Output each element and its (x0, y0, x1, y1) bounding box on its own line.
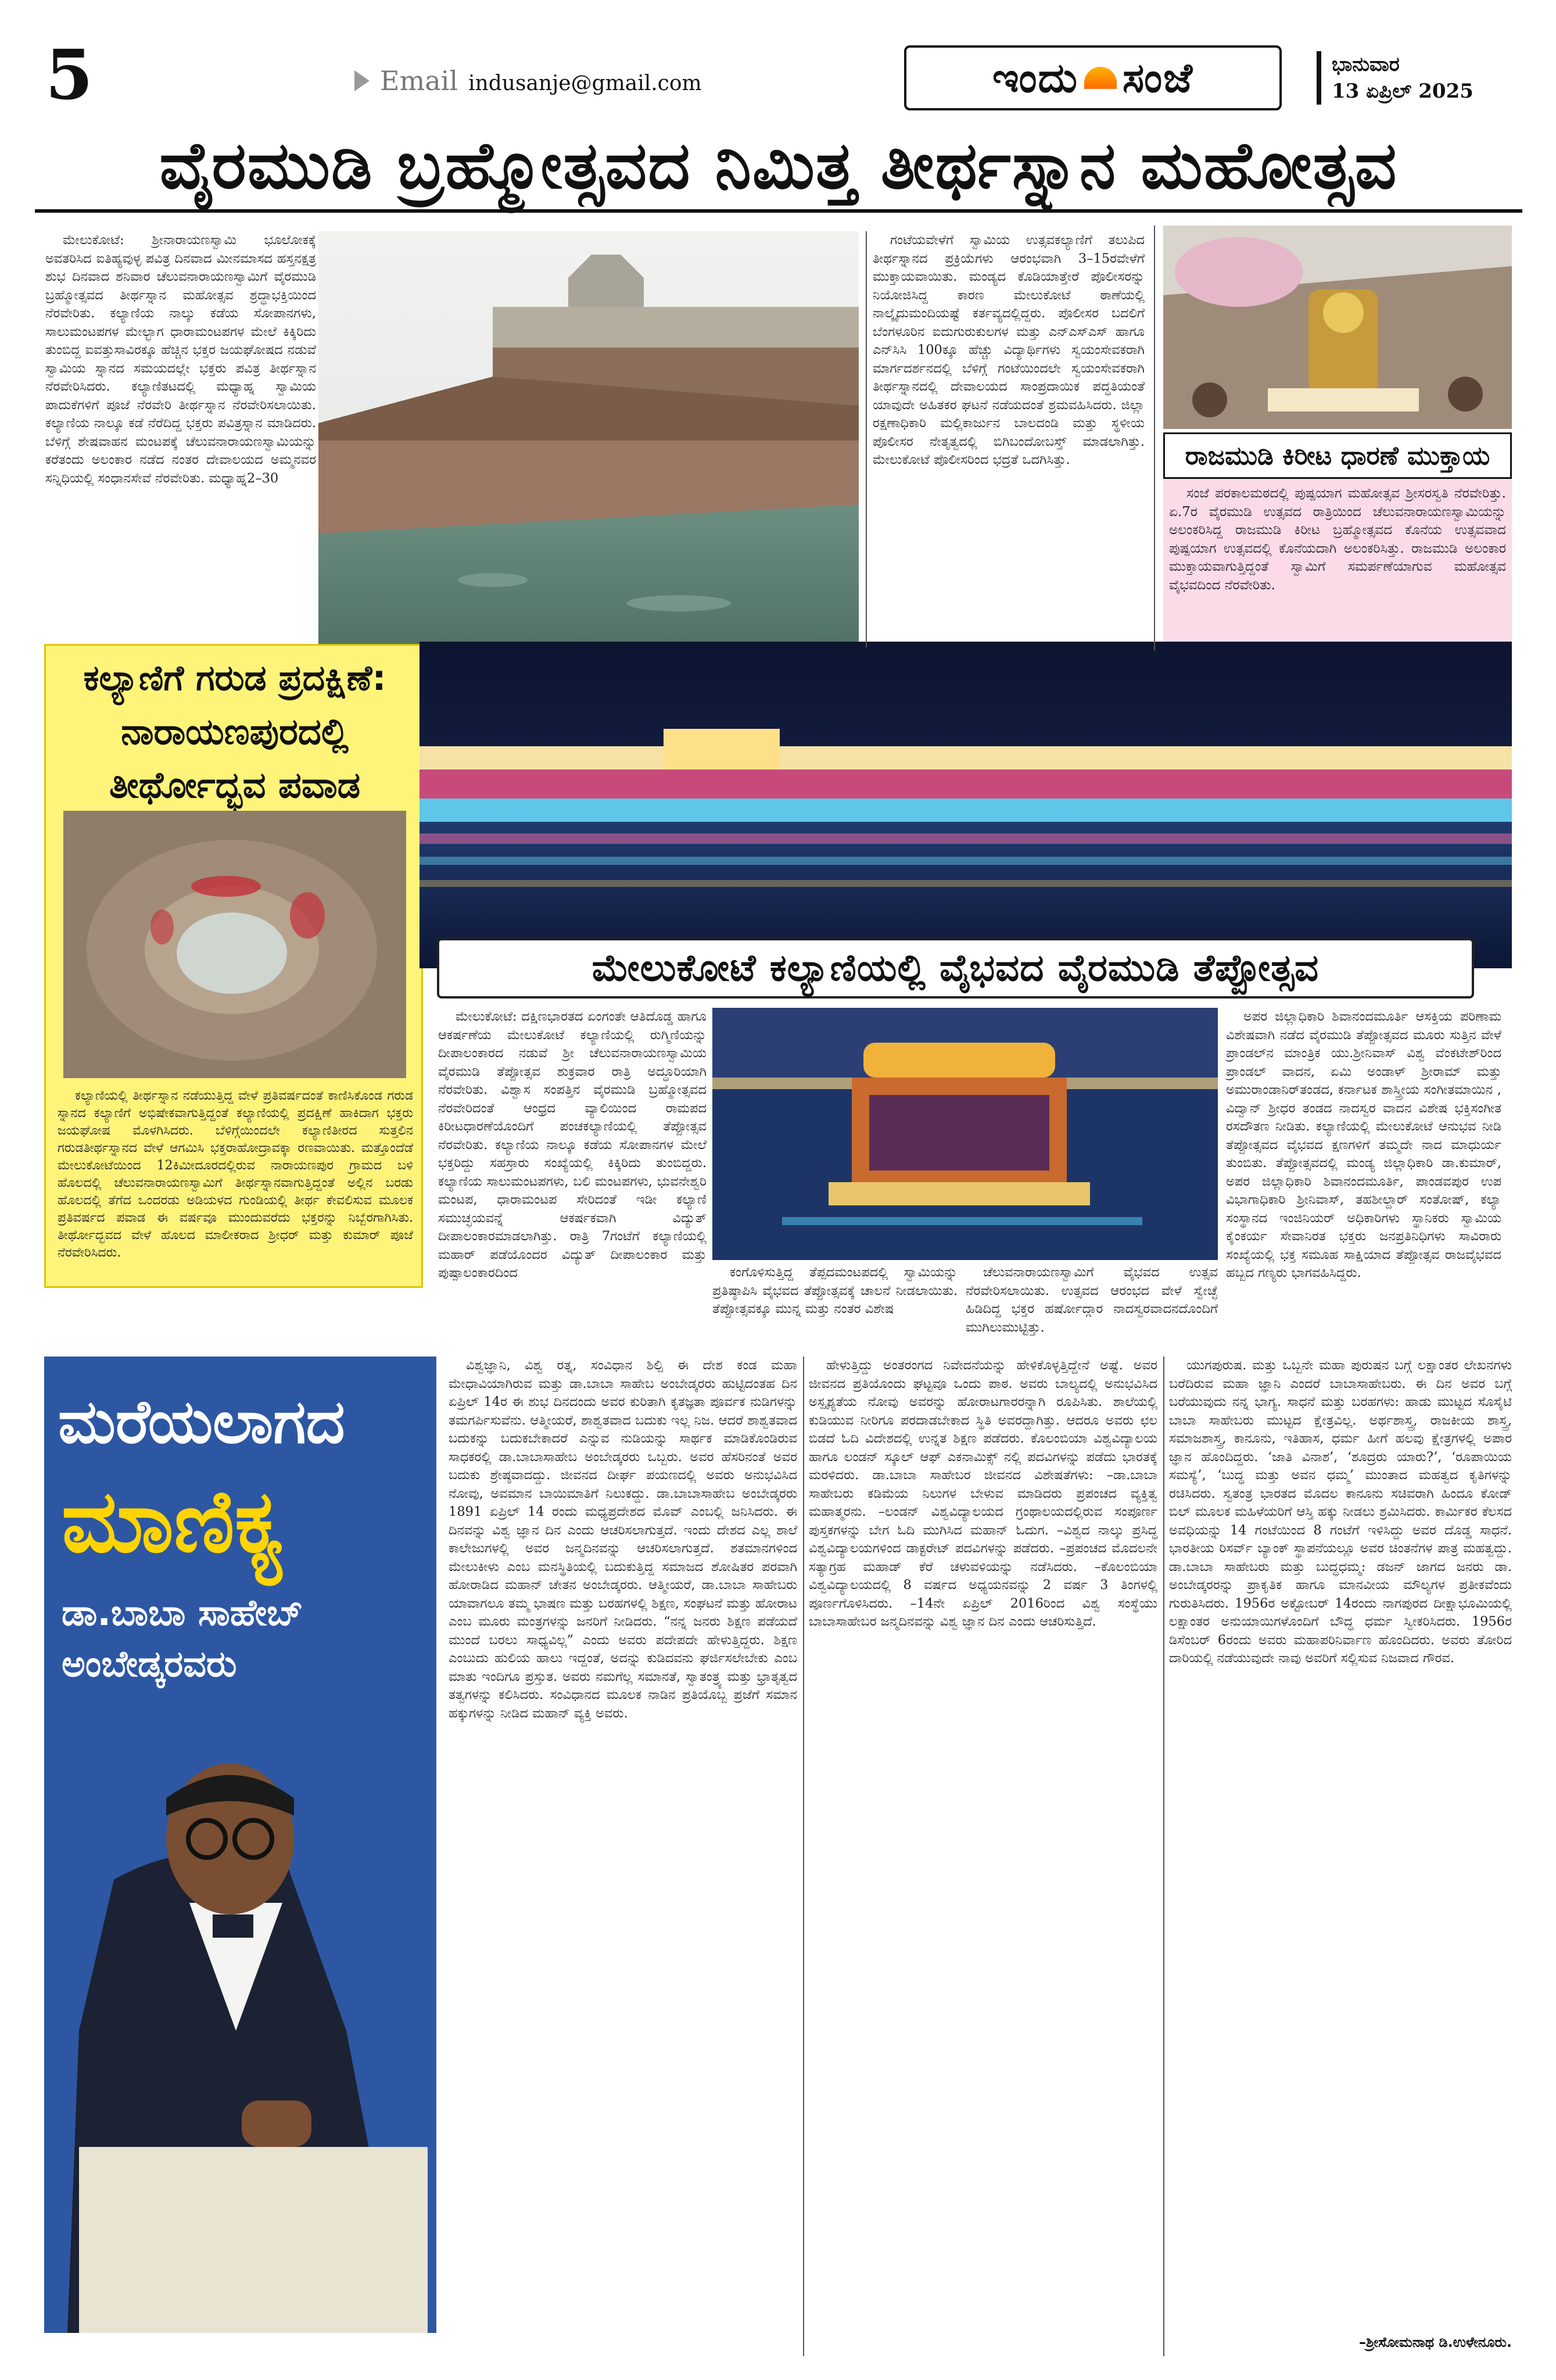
crowd-at-kalyani-image (318, 231, 859, 656)
garuda-title-line-3: ತೀರ್ಥೋದ್ಭವ ಪವಾಡ (109, 764, 361, 806)
ambedkar-portrait-image (44, 1728, 436, 2333)
story1-col2-text: ಗಂಟೆಯವೇಳೆಗೆ ಸ್ವಾಮಿಯ ಉತ್ಸವಕಲ್ಯಾಣಿಗೆ ತಲುಪಿದ ತೀರ್ಥಸ್ನಾನದ ಪ್ರಕ್ರಿಯೆಗಳು ಆರಂಭವಾಗಿ 3–15ರವೇಳೆಗೆ ಮುಕ್ತಾಯವಾಯಿತು. ಮಂಡ್ಯದ ಕೊಡಿಯಾತ್ತೇರೆ ಪೊಲೀಸರನ್ನು ನಿಯೋಜಿಸಿದ್ದ ಕಾರಣ ಮೇಲುಕೋಟೆ ಠಾಣೆಯಲ್ಲಿ ನಾಲ್ಕೈದುಮಂದಿಯಷ್ಟೆ ಕರ್ತವ್ಯದಲ್ಲಿದ್ದರು. ಪೊಲೀಸರ ಬದಲಿಗೆ ಬೆಂಗಳೂರಿನ ಐದುಗುರುಕುಲಗಳ ಮತ್ತು ಎನ್‌ಎಸ್‌ಎಸ್ ಹಾಗೂ ಎನ್‌ಸಿಸಿ 100ಕ್ಕೂ ಹೆಚ್ಚು ವಿದ್ಯಾರ್ಥಿಗಳು ಸ್ವಯಂಸೇವಕರಾಗಿ ಮಾರ್ಗದರ್ಶನದಲ್ಲಿ ಬೆಳಿಗ್ಗೆ ಗಂಟೆಯಿಂದಲೇ ಸ್ವಯಂಸೇವಕರಾಗಿ ತೀರ್ಥಸ್ನಾನದಲ್ಲಿ ದೇವಾಲಯದ ಸಾಂಪ್ರದಾಯಿಕ ಪದ್ಧತಿಯಂತೆ ಯಾವುದೇ ಅಹಿತಕರ ಘಟನೆ ನಡೆಯದಂತೆ ಶ್ರಮವಹಿಸಿದರು. ಜಿಲ್ಲಾ ರಕ್ಷಣಾಧಿಕಾರಿ ಮಲ್ಲಿಕಾರ್ಜುನ ಬಾಲದಂಡಿ ಮತ್ತು ಸ್ಥಳೀಯ ಪೊಲೀಸರ ನೇತೃತ್ವದಲ್ಲಿ ಬಿಗಿಬಂದೋಬಸ್ತ್ ಮಾಡಲಾಗಿತ್ತು. ಮೇಲುಕೋಟೆ ಪೊಲೀಸರಿಂದ ಭದ್ರತೆ ಒದಗಿಸಿತ್ತು. (873, 232, 1145, 467)
email-address[interactable]: indusanje@gmail.com (468, 71, 702, 95)
story1-column-1 (45, 231, 316, 632)
rajamudi-box-body (1169, 485, 1506, 651)
main-headline: ವೈರಮುಡಿ ಬ್ರಹ್ಮೋತ್ಸವದ ನಿಮಿತ್ತ ತೀರ್ಥಸ್ನಾನ ಮಹೋತ್ಸವ (35, 122, 1522, 213)
temple-float-image (712, 1008, 1218, 1260)
story1-column-2 (873, 231, 1145, 647)
ambedkar-col1-text: ವಿಶ್ವಜ್ಞಾನಿ, ವಿಶ್ವ ರತ್ನ, ಸಂವಿಧಾನ ಶಿಲ್ಪಿ ಈ ದೇಶ ಕಂಡ ಮಹಾ ಮೇಧಾವಿಯಾಗಿರುವ ಮತ್ತು ಡಾ.ಬಾಬಾ ಸಾಹೇಬ ಅಂಬೇಡ್ಕರರು ಹುಟ್ಟಿದಂತಹ ದಿನ ಏಪ್ರಿಲ್ 14ರ ಈ ಶುಭ ದಿನದಂದು ಅವರ ಕುರಿತಾಗಿ ಕೃತಜ್ಞತಾ ಪೂರ್ವಕ ನುಡಿಗಳನ್ನು ತಮಗರ್ಪಿಸುವೆನು. ಆತ್ಮೀಯರೆ, ಶಾಶ್ವತವಾದ ಬದುಕು ಇಲ್ಲ ನಿಜ. ಆದರೆ ಶಾಶ್ವತವಾದ ಬದುಕನ್ನು ಬದುಕಬೇಕಾದರೆ ಎನ್ನುವ ನುಡಿಯನ್ನು ಸಾರ್ಥಕ ಮಾಡಿಕೊಂಡಿರುವ ಸಾಧಕರಲ್ಲಿ ಡಾ.ಬಾಬಾಸಾಹೇಬ ಅಂಬೇಡ್ಕರರು ಒಬ್ಬರು. ಅವರ ಹೆಸರಿನಂತೆ ಅವರ ಬದುಕು ಶ್ರೇಷ್ಠವಾದದ್ದು. ಜೀವನದ ದೀರ್ಘ ಪಯಣದಲ್ಲಿ ಅವರು ಅನುಭವಿಸಿದ ನೋವು, ಅವಮಾನ ಬಾಯಿಮಾತಿಗೆ ನಿಲುಕದ್ದು. ಡಾ.ಬಾಬಾಸಾಹೇಬ ಅಂಬೇಡ್ಕರರು 1891 ಏಪ್ರಿಲ್ 14 ರಂದು ಮಧ್ಯಪ್ರದೇಶದ ಮೊವ್ ಎಂಬಲ್ಲಿ ಜನಿಸಿದರು. ಈ ದಿನವನ್ನು ವಿಶ್ವ ಜ್ಞಾನ ದಿನ ಎಂದು ಆಚರಿಸಲಾಗುತ್ತದೆ. ಇಂದು ದೇಶದ ಎಲ್ಲ ಶಾಲೆ ಕಾಲೇಜುಗಳಲ್ಲಿ ಅವರ ಜನ್ಮದಿನವನ್ನು ಆಚರಿಸಲಾಗುತ್ತದೆ. ಶತಮಾನಗಳಿಂದ ಮೇಲುಕೀಳು ಎಂಬ ಮನಸ್ಥಿತಿಯಲ್ಲಿ ಬದುಕುತ್ತಿದ್ದ ಸಮಾಜದ ಶೋಷಿತರ ಪರವಾಗಿ ಹೋರಾಡಿದ ಮಹಾನ್ ಚೇತನ ಅಂಬೇಡ್ಕರರು. ಆತ್ಮೀಯರೆ, ಡಾ.ಬಾಬಾ ಸಾಹೇಬರು ಯಾವಾಗಲೂ ತಮ್ಮ ಭಾಷಣ ಮತ್ತು ಬರಹಗಳಲ್ಲಿ ಶಿಕ್ಷಣ, ಸಂಘಟನೆ ಮತ್ತು ಹೋರಾಟ ಎಂಬ ಮೂರು ಮಂತ್ರಗಳನ್ನು ಜನರಿಗೆ ನೀಡಿದರು. “ನನ್ನ ಜನರು ಶಿಕ್ಷಣ ಪಡೆಯದೆ ಮುಂದೆ ಬರಲು ಸಾಧ್ಯವಿಲ್ಲ” ಎಂದು ಅವರು ಪದೇಪದೇ ಹೇಳುತ್ತಿದ್ದರು. ಶಿಕ್ಷಣ ಎಂಬುದು ಹುಲಿಯ ಹಾಲು ಇದ್ದಂತೆ, ಅದನ್ನು ಕುಡಿದವನು ಘರ್ಜಿಸಲೇಬೇಕು ಎಂಬ ಮಾತು ಇಂದಿಗೂ ಪ್ರಸ್ತುತ. ಅವರು ನಮಗೆಲ್ಲ ಸಮಾನತೆ, ಸ್ವಾತಂತ್ರ್ಯ ಮತ್ತು ಭ್ರಾತೃತ್ವದ ತತ್ವಗಳನ್ನು ಕಲಿಸಿದರು. ಸಂವಿಧಾನದ ಮೂಲಕ ನಾಡಿನ ಪ್ರತಿಯೊಬ್ಬ ಪ್ರಜೆಗೆ ಸಮಾನ ಹಕ್ಕುಗಳನ್ನು ನೀಡಿದ ಮಹಾನ್ ವ್ಯಕ್ತಿ ಅವರು. (449, 1358, 797, 1721)
dateline (1317, 51, 1473, 105)
garuda-box-title (52, 652, 418, 812)
story1-col1-text: ಮೇಲುಕೋಟೆ: ಶ್ರೀನಾರಾಯಣಸ್ವಾಮಿ ಭೂಲೋಕಕ್ಕೆ ಅವತರಿಸಿದ ಐತಿಹ್ಯವುಳ್ಳ ಪವಿತ್ರ ದಿನವಾದ ಮೀನಮಾಸದ ಹಸ್ತನಕ್ಷತ್ರ ಶುಭ ದಿನವಾದ ಶನಿವಾರ ಚೆಲುವನಾರಾಯಣಸ್ವಾಮಿಗೆ ವೈರಮುಡಿ ಬ್ರಹ್ಮೋತ್ಸವದ ತೀರ್ಥಸ್ನಾನ ಮಹೋತ್ಸವ ಶ್ರದ್ಧಾಭಕ್ತಿಯಿಂದ ನೆರವೇರಿತು. ಕಲ್ಯಾಣಿಯ ನಾಲ್ಕು ಕಡೆಯ ಸೋಪಾನಗಳು, ಸಾಲುಮಂಟಪಗಳ ಮೇಲ್ಭಾಗ ಧಾರಾಮಂಟಪಗಳ ಮೇಲೆ ಕಿಕ್ಕಿರಿದು ತುಂಬಿದ್ದ ಐವತ್ತುಸಾವಿರಕ್ಕೂ ಹೆಚ್ಚಿನ ಭಕ್ತರ ಜಯಘೋಷದ ನಡುವೆ ಸ್ವಾಮಿಯ ಸ್ನಾನದ ಸಮಯದಲ್ಲೇ ಭಕ್ತರು ಪವಿತ್ರ ತೀರ್ಥಸ್ನಾನ ನೆರವೇರಿಸಿದರು. ಕಲ್ಯಾಣಿತಟದಲ್ಲಿ ಮಧ್ಯಾಹ್ನ ಸ್ವಾಮಿಯ ಪಾದುಕೆಗಳಿಗೆ ಪೂಜೆ ನೆರವೇರಿ ತೀರ್ಥಸ್ನಾನ ನೆರವೇರಿಸಲಾಯಿತು. ಕಲ್ಯಾಣಿಯ ನಾಲ್ಕೂ ಕಡೆ ನೆರೆದಿದ್ದ ಭಕ್ತರು ಪವಿತ್ರಸ್ನಾನ ಮಾಡಿದರು. ಬೆಳಿಗ್ಗೆ ಶೇಷವಾಹನ ಮಂಟಪಕ್ಕೆ ಚೆಲುವನಾರಾಯಣಸ್ವಾಮಿಯನ್ನು ಕರೆತಂದು ಅಲಂಕಾರ ನಡೆದ ನಂತರ ದೇವಾಲಯದ ಅಮ್ಮನವರ ಸನ್ನಿಧಿಯಲ್ಲಿ ಸಂಧಾನಸೇವೆ ನೆರವೇರಿತು. ಮಧ್ಯಾಹ್ನ2–30 (45, 232, 316, 486)
garuda-box-body (58, 1087, 413, 1285)
teppotsava-main-photo (420, 642, 1512, 968)
logo-left-word: ಇಂದು (992, 53, 1078, 102)
garuda-title-line-2: ನಾರಾಯಣಪುರದಲ್ಲಿ (121, 710, 349, 753)
column-divider (803, 1357, 804, 2356)
teppotsava-col3-text: ಚೆಲುವನಾರಾಯಣಸ್ವಾಮಿಗೆ ವೈಭವದ ಉತ್ಸವ ನೆರವೇರಿಸಲಾಯಿತು. ಉತ್ಸವದ ಆರಂಭದ ವೇಳೆ ಸ್ವೇಚ್ಛೆ ಹಿಡಿದಿದ್ದ ಭಕ್ತರ ಹರ್ಷೋದ್ಗಾರ ನಾದಸ್ವರವಾದನದೊಂದಿಗೆ ಮುಗಿಲುಮುಟ್ಟಿತ್ತು. (966, 1265, 1218, 1335)
rajamudi-box-title: ರಾಜಮುಡಿ ಕಿರೀಟ ಧಾರಣೆ ಮುಕ್ತಾಯ (1163, 432, 1512, 479)
ambedkar-title-line-3: ಡಾ.ಬಾಬಾ ಸಾಹೇಬ್ (62, 1591, 303, 1634)
garuda-box (44, 644, 423, 1288)
ambedkar-byline: –ಶ್ರೀಸೋಮನಾಥ ಡಿ.ಉಳೇನೂರು. (1358, 2334, 1512, 2350)
teppotsava-col1-text: ಮೇಲುಕೋಟೆ: ದಕ್ಷಿಣಭಾರತದ ಏಂಗಂತೇ ಆತಿದೊಡ್ಡ ಹಾಗೂ ಆಕರ್ಷಣೆಯ ಮೇಲುಕೋಟೆ ಕಲ್ಯಾಣಿಯಲ್ಲಿ ರುಗ್ಮಿಣಿಯನ್ನು ದೀಪಾಲಂಕಾರದ ನಡುವೆ ಶ್ರೀ ಚೆಲುವನಾರಾಯಣಸ್ವಾಮಿಯ ವೈರಮುಡಿ ತೆಪ್ಪೋತ್ಸವ ಶುಕ್ರವಾರ ರಾತ್ರಿ ಅದ್ಧೂರಿಯಾಗಿ ನೆರವೇರಿತು. ವಿಶ್ವಾಸ ಸಂಪತ್ತಿನ ವೈರಮುಡಿ ಬ್ರಹ್ಮೋತ್ಸವದ ನೆರವೇರಿದಂತೆ ಆಂಧ್ರದ ವ್ಯಾಲಿಯಿಂದ ರಾಮಪದ ಕಿರೀಟಧಾರಣೆಯೊಂದಿಗೆ ಪಂಚಕಲ್ಯಾಣಿಯಲ್ಲಿ ತೆಪ್ಪೋತ್ಸವ ನೆರವೇರಿತು. ಕಲ್ಯಾಣಿಯ ನಾಲ್ಕೂ ಕಡೆಯ ಸೋಪಾನಗಳ ಮೇಲೆ ಭಕ್ತರಿದ್ದು ಸಹಸ್ರಾರು ಸಂಖ್ಯೆಯಲ್ಲಿ ಕಿಕ್ಕಿರಿದು ತುಂಬಿದ್ದರು. ಕಲ್ಯಾಣಿಯ ಸಾಲುಮಂಟಪಗಳು, ಬಲಿ ಮಂಟಪಗಳು, ಭುವನೇಶ್ವರಿ ಮಂಟಪ, ಧಾರಾಮಂಟಪ ಸೇರಿದಂತೆ ಇಡೀ ಕಲ್ಯಾಣಿ ಸಮುಚ್ಛಯವನ್ನೆ ಆಕರ್ಷಕವಾಗಿ ವಿದ್ಯುತ್ ದೀಪಾಲಂಕಾರಮಾಡಲಾಗಿತ್ತು. ರಾತ್ರಿ 7ಗಂಟೆಗೆ ಕಲ್ಯಾಣಿಯಲ್ಲಿ ಮಹಾರ್ ಪಡೆಯೊಂದರ ವಿದ್ಯುತ್ ದೀಪಾಲಂಕಾರ ಮತ್ತು ಪುಷ್ಪಾಲಂಕಾರದಿಂದ (438, 1009, 707, 1280)
deity-procession-image (1163, 226, 1512, 429)
newspaper-logo (904, 45, 1282, 110)
ambedkar-box (44, 1357, 436, 2333)
rajamudi-box-text: ಸಂಜೆ ಪರಕಾಲಮಠದಲ್ಲಿ ಪುಷ್ಪಯಾಗ ಮಹೋತ್ಸವ ಶ್ರೀಸರಸ್ವತಿ ನೆರವೇರಿತ್ತು. ಏ.7ರ ವೈರಮುಡಿ ಉತ್ಸವದ ರಾತ್ರಿಯಿಂದ ಚೆಲುವನಾರಾಯಣಸ್ವಾಮಿಯನ್ನು ಅಲಂಕರಿಸಿದ್ದ ರಾಜಮುಡಿ ಕಿರೀಟ ಬ್ರಹ್ಮೋತ್ಸವದ ಕೊನೆಯ ಉತ್ಸವವಾದ ಪುಷ್ಪಯಾಗ ಉತ್ಸವದಲ್ಲಿ ಕೊನೆಯದಾಗಿ ಅಲಂಕರಿಸಿತ್ತು. ರಾಜಮುಡಿ ಅಲಂಕಾರ ಮುಕ್ತಾಯವಾಗುತ್ತಿದ್ದಂತೆ ಸ್ವಾಮಿಗೆ ಸಮರ್ಪಣೆಯಾಗುವ ಮಹೋತ್ಸವ ವೈಭವದಿಂದ ನೆರವೇರಿತು. (1169, 486, 1506, 593)
ambedkar-title-line-4: ಅಂಬೇಡ್ಕರವರು (62, 1642, 237, 1685)
teppotsava-float-photo (712, 1008, 1218, 1260)
logo-right-word: ಸಂಜೆ (1122, 53, 1194, 102)
ambedkar-column-3 (1169, 1357, 1512, 2331)
illuminated-kalyani-image (420, 642, 1512, 968)
teppotsava-col4-text: ಅಪರ ಜಿಲ್ಲಾಧಿಕಾರಿ ಶಿವಾನಂದಮೂರ್ತಿ ಆಸಕ್ತಿಯ ಪರಿಣಾಮ ವಿಶೇಷವಾಗಿ ನಡೆದ ವೈರಮುಡಿ ತೆಪ್ಪೋತ್ಸವದ ಮೂರು ಸುತ್ತಿನ ವೇಳೆ ಪ್ರಾಂಡಲ್‌ನ ಮಾಂತ್ರಿಕ ಯು.ಶ್ರೀನಿವಾಸ್ ವಿಶ್ವ ವೆಂಕಟೇಶ್‌ರಿಂದ ಪ್ರಾಂಡಲ್ ವಾದನ, ಏಮಿ ಅಂಡಾಳ್ ಶ್ರೀರಾಮ್ ಮತ್ತು ಅಮುರಾಂಡಾನಿರ್‌ತಂಡದ, ಕರ್ನಾಟಕ ಶಾಸ್ತ್ರೀಯ ಸಂಗೀತಮಾಯಿನ , ವಿದ್ವಾನ್ ಶ್ರೀಧರ ತಂಡದ ನಾದಸ್ವರ ವಾದನ ವಿಶೇಷ ಭಕ್ತಿಸಂಗೀತ ರಸದೌತಣ ನೀಡಿತು. ಕಲ್ಯಾಣಿಯಲ್ಲಿ ಮೇಲುಕೋಟೆ ಆನುಭವ ನೀಡಿ ತೆಪ್ಪೋತ್ಸವದ ವೈಭವದ ಕ್ಷಣಗಳಿಗೆ ತಮ್ಮದೇ ನಾದ ಮಾಧುರ್ಯ ತುಂಬಿತು. ತೆಪ್ಪೋತ್ಸವದಲ್ಲಿ ಮಂಡ್ಯ ಜಿಲ್ಲಾಧಿಕಾರಿ ಡಾ.ಕುಮಾರ್, ಅಪರ ಜಿಲ್ಲಾಧಿಕಾರಿ ಶಿವಾನಂದಮೂರ್ತಿ, ಪಾಂಡವಪುರ ಉಪ ವಿಭಾಗಾಧಿಕಾರಿ ಶ್ರೀನಿವಾಸ್, ತಹಶೀಲ್ದಾರ್ ಸಂತೋಷ್, ಕಲ್ಯಾ ಸಂಸ್ಥಾನದ ಇಂಜಿನಿಯರ್ ಅಧಿಕಾರಿಗಳು ಸ್ಥಾನಿಕರು ಸ್ವಾಮಿಯ ಕೈಂಕರ್ಯ ಸೇವಾನಿರತ ಭಕ್ತರು ಜನಪ್ರತಿನಿಧಿಗಳು ಸಾವಿರಾರು ಸಂಖ್ಯೆಯಲ್ಲಿ ಭಕ್ತ ಸಮೂಹ ಸಾಕ್ಷಿಯಾದ ತೆಪ್ಪೋತ್ಸವ ರಾಜವೈಭವದ ಹಬ್ಬದ ಗಣ್ಯರು ಭಾಗವಹಿಸಿದ್ದರು. (1226, 1009, 1501, 1280)
ambedkar-column-1 (449, 1357, 797, 2356)
crowd-photo (318, 231, 859, 656)
utsava-photo (1163, 226, 1512, 429)
teppotsava-column-3 (966, 1264, 1218, 1335)
arrow-icon (354, 70, 370, 91)
water-spring-image (63, 811, 406, 1078)
sun-icon (1084, 67, 1117, 89)
weekday: ಭಾನುವಾರ (1332, 53, 1400, 76)
ambedkar-col2-text: ಹೇಳುತ್ತಿದ್ದು ಅಂತರಂಗದ ನಿವೇದನೆಯನ್ನು ಹೇಳಿಕೊಳ್ಳತ್ತಿದ್ದೇನೆ ಅಷ್ಟೆ. ಅವರ ಜೀವನದ ಪ್ರತಿಯೊಂದು ಘಟ್ಟವೂ ಒಂದು ಪಾಠ. ಅವರು ಬಾಲ್ಯದಲ್ಲಿ ಅನುಭವಿಸಿದ ಅಸ್ಪೃಶ್ಯತೆಯ ನೋವು ಅವರನ್ನು ಹೋರಾಟಗಾರರನ್ನಾಗಿ ರೂಪಿಸಿತು. ಶಾಲೆಯಲ್ಲಿ ಕುಡಿಯುವ ನೀರಿಗೂ ಪರದಾಡಬೇಕಾದ ಸ್ಥಿತಿ ಅವರದ್ದಾಗಿತ್ತು. ಆದರೂ ಅವರು ಛಲ ಬಿಡದೆ ಓದಿ ವಿದೇಶದಲ್ಲಿ ಉನ್ನತ ಶಿಕ್ಷಣ ಪಡೆದರು. ಕೊಲಂಬಿಯಾ ವಿಶ್ವವಿದ್ಯಾಲಯ ಹಾಗೂ ಲಂಡನ್ ಸ್ಕೂಲ್ ಆಫ್ ಎಕನಾಮಿಕ್ಸ್ ನಲ್ಲಿ ಪದವಿಗಳನ್ನು ಪಡೆದು ಭಾರತಕ್ಕೆ ಮರಳಿದರು. ಡಾ.ಬಾಬಾ ಸಾಹೇಬರ ಜೀವನದ ವಿಶೇಷತೆಗಳು: –ಡಾ.ಬಾಬಾ ಸಾಹೇಬರು ಕಡಿಮೆಯ ನಿಲುಗಳ ಬೇಳುವ ಮಾಡಿದರು ಪ್ರಪಂಚದ ವ್ಯಕ್ತಿತ್ವ ಮಹಾತ್ಮರನು. –ಲಂಡನ್ ವಿಶ್ವವಿದ್ಯಾಲಯದ ಗ್ರಂಥಾಲಯದಲ್ಲಿರುವ ಸಂಪೂರ್ಣ ಪುಸ್ತಕಗಳನ್ನು ಬೇಗ ಓದಿ ಮುಗಿಸಿದ ಮಹಾನ್ ಓದುಗ. –ವಿಶ್ವದ ನಾಲ್ಕು ಪ್ರಸಿದ್ಧ ವಿಶ್ವವಿದ್ಯಾಲಯಗಳಿಂದ ಡಾಕ್ಟರೇಟ್ ಪದವಿಗಳನ್ನು ಪಡೆದರು. –ಪ್ರಪಂಚದ ಮೊದಲನೇ ಸತ್ಯಾಗ್ರಹ ಮಹಾಡ್ ಕೆರೆ ಚಳುವಳಿಯನ್ನು ನಡೆಸಿದರು. –ಕೊಲಂಬಿಯಾ ವಿಶ್ವವಿದ್ಯಾಲಯದಲ್ಲಿ 8 ವರ್ಷದ ಅಧ್ಯಯನವನ್ನು 2 ವರ್ಷ 3 ತಿಂಗಳಲ್ಲಿ ಪೂರ್ಣಗೊಳಿಸಿದರು. –14ನೇ ಏಪ್ರಿಲ್ 2016ರಿಂದ ವಿಶ್ವ ಸಂಸ್ಥೆಯು ಬಾಬಾಸಾಹೇಬರ ಜನ್ಮದಿನವನ್ನು ವಿಶ್ವ ಜ್ಞಾನ ದಿನ ಎಂದು ಆಚರಿಸುತ್ತಿದೆ. (809, 1358, 1157, 1629)
garuda-box-text: ಕಲ್ಯಾಣಿಯಲ್ಲಿ ತೀರ್ಥಸ್ನಾನ ನಡೆಯುತ್ತಿದ್ದ ವೇಳೆ ಪ್ರತಿವರ್ಷದಂತೆ ಕಾಣಿಸಿಕೊಂಡ ಗರುಡ ಸ್ನಾನದ ಕಲ್ಯಾಣಿಗೆ ಅಭಿಷೇಕವಾಗುತ್ತಿದ್ದಂತೆ ಕಲ್ಯಾಣಿಯಲ್ಲಿ ಪ್ರದಕ್ಷಿಣೆ ಹಾಕಿದಾಗ ಭಕ್ತರು ಜಯಘೋಷ ಮೊಳಗಿಸಿದರು. ಬೆಳಿಗ್ಗೆಯಿಂದಲೇ ಕಲ್ಯಾಣಿತೀರದ ಸುತ್ತಲಿನ ಗರುಡತೀರ್ಥಸ್ನಾನದ ವೇಳೆ ಆಗಮಿಸಿ ಭಕ್ತರಾಹೋದ್ರಾವಕ್ಕಾ ರಣವಾಯಿತು. ಮತ್ತೊಂದೆಡೆ ಮೇಲುಕೋಟೆಯಿಂದ 12ಕಿಮೀದೂರದಲ್ಲಿರುವ ನಾರಾಯಣಪುರ ಗ್ರಾಮದ ಬಳಿ ಹೊಲದಲ್ಲಿ ಚೆಲುವನಾರಾಯಣಸ್ವಾಮಿಗೆ ತೀರ್ಥಸ್ನಾನವಾಗುತ್ತಿದ್ದಂತೆ ಅಲ್ಲಿನ ಬರಡು ಹೊಲದಲ್ಲಿ ತೆಗೆದ ಒಂದರಡು ಅಡಿಯಳದ ಗುಂಡಿಯಲ್ಲಿ ತೀರ್ಥ ಕೇವಲಿಸುವ ಮೂಲಕ ಪ್ರತಿವರ್ಷದ ಪವಾಡ ಈ ವರ್ಷವೂ ಮುಂದುವರೆದು ಭಕ್ತರನ್ನು ನಿಬ್ಬೆರಗಾಗಿಸಿತು. ತೀರ್ಥೋದ್ಭವದ ವೇಳೆ ಹೊಲದ ಮಾಲೀಕರಾದ ಶ್ರೀಧರ್ ಮತ್ತು ಕುಮಾರ್ ಪೂಜೆ ನೆರವೇರಿಸಿದರು. (58, 1089, 413, 1260)
ambedkar-col3-text: ಯುಗಪುರುಷ. ಮತ್ತು ಒಬ್ಬನೇ ಮಹಾ ಪುರುಷನ ಬಗ್ಗೆ ಲಕ್ಷಾಂತರ ಲೇಖನಗಳು ಬರೆದಿರುವ ಮಹಾ ಜ್ಞಾನಿ ಎಂದರೆ ಬಾಬಾಸಾಹೇಬರು. ಈ ದಿನ ಅವರ ಬಗ್ಗೆ ಬರೆಯುವುದು ನನ್ನ ಭಾಗ್ಯ. ಸಾಧನೆ ಮತ್ತು ಬರಹಗಳು: ಹಾಡು ಮುಟ್ಟದ ಸೊಸೈಟಿ ಬಾಬಾ ಸಾಹೇಬರು ಮುಟ್ಟದ ಕ್ಷೇತ್ರವಿಲ್ಲ. ಅರ್ಥಶಾಸ್ತ್ರ, ರಾಜಕೀಯ ಶಾಸ್ತ್ರ, ಸಮಾಜಶಾಸ್ತ್ರ, ಕಾನೂನು, ಇತಿಹಾಸ, ಧರ್ಮ ಹೀಗೆ ಹಲವು ಕ್ಷೇತ್ರಗಳಲ್ಲಿ ಅಪಾರ ಜ್ಞಾನ ಹೊಂದಿದ್ದರು. ‘ಜಾತಿ ವಿನಾಶ’, ‘ಶೂದ್ರರು ಯಾರು?’, ‘ರೂಪಾಯಿಯ ಸಮಸ್ಯೆ’, ‘ಬುದ್ಧ ಮತ್ತು ಅವನ ಧಮ್ಮ’ ಮುಂತಾದ ಮಹತ್ವದ ಕೃತಿಗಳನ್ನು ರಚಿಸಿದರು. ಸ್ವತಂತ್ರ ಭಾರತದ ಮೊದಲ ಕಾನೂನು ಸಚಿವರಾಗಿ ಹಿಂದೂ ಕೋಡ್ ಬಿಲ್ ಮೂಲಕ ಮಹಿಳೆಯರಿಗೆ ಆಸ್ತಿ ಹಕ್ಕು ನೀಡಲು ಶ್ರಮಿಸಿದರು. ಕಾರ್ಮಿಕರ ಕೆಲಸದ ಅವಧಿಯನ್ನು 14 ಗಂಟೆಯಿಂದ 8 ಗಂಟೆಗೆ ಇಳಿಸಿದ್ದು ಅವರ ದೊಡ್ಡ ಸಾಧನೆ. ಭಾರತೀಯ ರಿಸರ್ವ್ ಬ್ಯಾಂಕ್ ಸ್ಥಾಪನೆಯಲ್ಲೂ ಅವರ ಚಿಂತನೆಗಳ ಪಾತ್ರ ಮಹತ್ವದ್ದು. ಡಾ.ಬಾಬಾ ಸಾಹೇಬರು ಮತ್ತು ಬುದ್ಧಧಮ್ಮ: ಡಜನ್ ಜಾಗದ ಜನರು ಡಾ. ಅಂಬೇಡ್ಕರರನ್ನು ಪ್ರಾಕೃತಿಕ ಹಾಗೂ ಮಾನವೀಯ ಮೌಲ್ಯಗಳ ಪ್ರತೀಕವೆಂದು ಗುರುತಿಸಿದರು. 1956ರ ಅಕ್ಟೋಬರ್ 14ರಂದು ನಾಗಪುರದ ದೀಕ್ಷಾಭೂಮಿಯಲ್ಲಿ ಲಕ್ಷಾಂತರ ಅನುಯಾಯಿಗಳೊಂದಿಗೆ ಬೌದ್ಧ ಧರ್ಮ ಸ್ವೀಕರಿಸಿದರು. 1956ರ ಡಿಸೆಂಬರ್ 6ರಂದು ಅವರು ಮಹಾಪರಿನಿರ್ವಾಣ ಹೊಂದಿದರು. ಅವರು ತೋರಿದ ದಾರಿಯಲ್ಲಿ ನಡೆಯುವುದೇ ನಾವು ಅವರಿಗೆ ಸಲ್ಲಿಸುವ ನಿಜವಾದ ಗೌರವ. (1169, 1358, 1512, 1666)
ambedkar-title-line-2: ಮಾಣಿಕ್ಯ (62, 1472, 285, 1572)
ambedkar-title-line-1: ಮರೆಯಲಾಗದ (58, 1386, 345, 1457)
date: 13 ಏಪ್ರಿಲ್ 2025 (1332, 80, 1473, 103)
email-label: Email (380, 65, 458, 96)
teppotsava-headline: ಮೇಲುಕೋಟೆ ಕಲ್ಯಾಣಿಯಲ್ಲಿ ವೈಭವದ ವೈರಮುಡಿ ತೆಪ್ಪೋತ್ಸವ (437, 938, 1474, 998)
teppotsava-col2-text: ಕಂಗೊಳಿಸುತ್ತಿದ್ದ ತೆಪ್ಪದಮಂಟಪದಲ್ಲಿ ಸ್ವಾಮಿಯನ್ನು ಪ್ರತಿಷ್ಠಾಪಿಸಿ ವೈಭವದ ತೆಪ್ಪೋತ್ಸವಕ್ಕೆ ಚಾಲನೆ ನೀಡಲಾಯಿತು. ತೆಪ್ಪೋತ್ಸವಕ್ಕೂ ಮುನ್ನ ಮತ್ತು ನಂತರ ವಿಶೇಷ (712, 1265, 958, 1316)
column-divider (866, 231, 867, 647)
email-line (354, 65, 702, 96)
page-number: 5 (45, 34, 94, 115)
teppotsava-column-2 (712, 1264, 958, 1316)
teppotsava-column-1 (438, 1008, 707, 1298)
ambedkar-column-2 (809, 1357, 1157, 2356)
column-divider (1163, 1357, 1164, 2356)
teppotsava-column-4 (1226, 1008, 1501, 1312)
column-divider (1154, 226, 1155, 651)
garuda-title-line-1: ಕಲ್ಯಾಣಿಗೆ ಗರುಡ ಪ್ರದಕ್ಷಿಣೆ: (83, 658, 386, 699)
